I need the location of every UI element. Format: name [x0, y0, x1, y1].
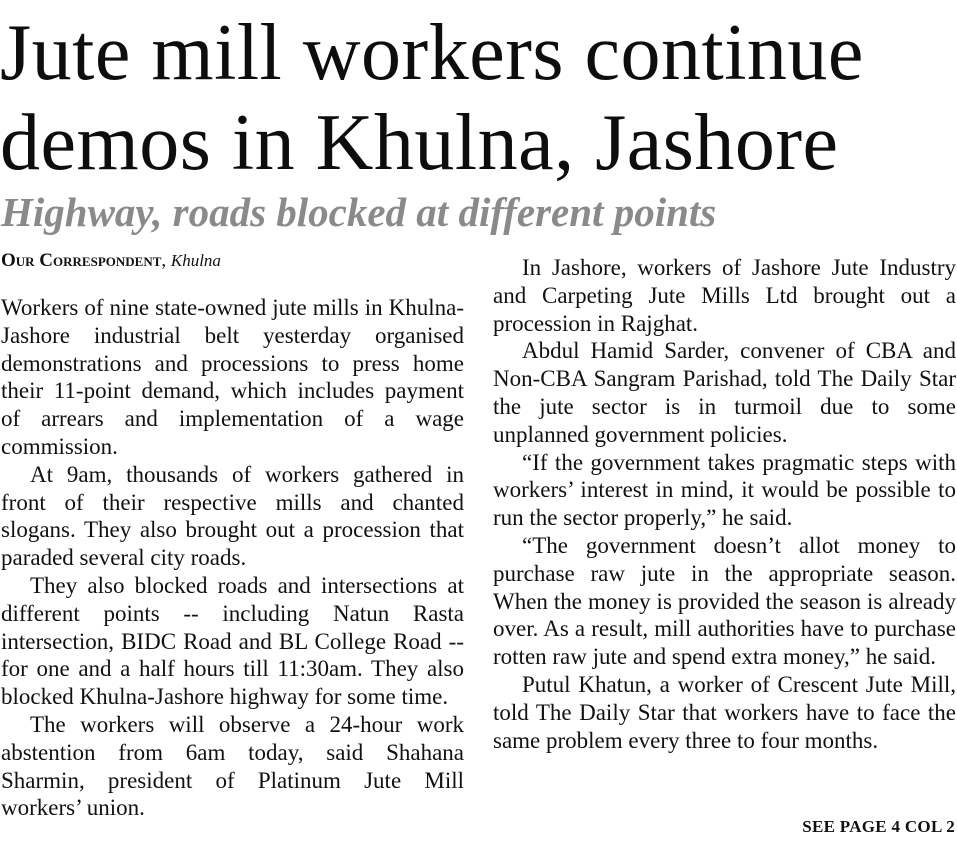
paragraph: At 9am, thousands of workers gathered in front of their respective mills and chanted slogans. They also brought out a procession that paraded several city roads. — [1, 461, 464, 571]
byline-location: Khulna — [170, 251, 221, 270]
article-column-left — [1, 294, 464, 822]
headline: Jute mill workers continue demos in Khulna, Jashore — [0, 9, 864, 187]
byline-name: Our Correspondent — [1, 250, 162, 271]
paragraph: The workers will observe a 24-hour work abstention from 6am today, said Shahana Sharmin, president of Platinum Jute Mill workers’ union. — [1, 711, 464, 821]
paragraph: They also blocked roads and intersections at different points -- including Natun Rasta intersection, BIDC Road and BL College Road -- for one and a half hours till 11:30am. They also blocked Khulna-Jashore highway for some time. — [1, 572, 464, 710]
paragraph: “If the government takes pragmatic steps with workers’ interest in mind, it would be possible to run the sector properly,” he said. — [493, 449, 956, 531]
byline-separator: , — [161, 250, 167, 271]
paragraph: In Jashore, workers of Jashore Jute Industry and Carpeting Jute Mills Ltd brought out a procession in Rajghat. — [493, 255, 956, 336]
continuation-note: SEE PAGE 4 COL 2 — [802, 817, 955, 836]
paragraph: Putul Khatun, a worker of Crescent Jute Mill, told The Daily Star that workers have to face the same problem every three to four months. — [493, 671, 956, 753]
byline — [1, 248, 221, 274]
paragraph: Workers of nine state-owned jute mills in Khulna-Jashore industrial belt yesterday organised demonstrations and processions to press home their 11-point demand, which includes payment of arrears and implementation of a wage commission. — [1, 295, 464, 459]
paragraph: “The government doesn’t allot money to purchase raw jute in the appropriate season. When the money is provided the season is already over. As a result, mill authorities have to purchase rotten raw jute and spend extra money,” he said. — [493, 532, 956, 670]
subheadline: Highway, roads blocked at different points — [1, 189, 717, 235]
article-column-right — [493, 254, 956, 754]
paragraph: Abdul Hamid Sarder, convener of CBA and Non-CBA Sangram Parishad, told The Daily Star the jute sector is in turmoil due to some unplanned government policies. — [493, 338, 956, 447]
